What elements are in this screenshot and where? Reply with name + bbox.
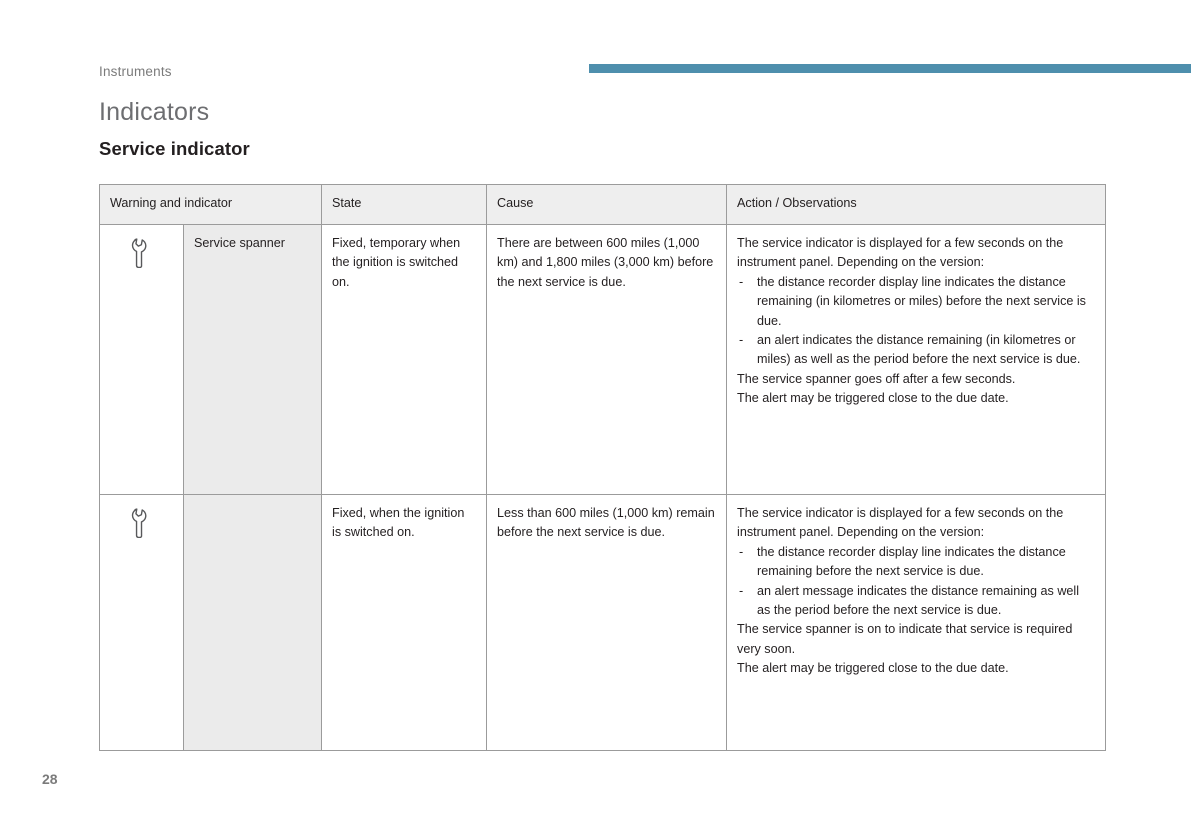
warning-name-cell: Service spanner (184, 225, 322, 495)
action-bullet-list (737, 273, 1095, 370)
action-outro: The service spanner is on to indicate that service is required very soon. (737, 622, 1073, 656)
action-intro: The service indicator is displayed for a few seconds on the instrument panel. Depending on the version: (737, 236, 1064, 270)
state-cell: Fixed, when the ignition is switched on. (322, 495, 487, 751)
cause-cell: Less than 600 miles (1,000 km) remain before the next service is due. (487, 495, 727, 751)
action-bullet: - an alert message indicates the distance remaining as well as the period before the next service is due. (737, 582, 1095, 621)
action-bullet-list (737, 543, 1095, 621)
action-outro: The alert may be triggered close to the due date. (737, 661, 1009, 676)
action-bullet: - the distance recorder display line indicates the distance remaining (in kilometres or miles) before the next service is due. (737, 273, 1095, 331)
action-cell (727, 225, 1106, 495)
page-title: Indicators (99, 98, 210, 126)
page-subtitle: Service indicator (99, 138, 250, 159)
spanner-icon (110, 504, 173, 538)
page-number: 28 (42, 771, 58, 787)
table-row (100, 495, 1106, 751)
service-indicator-table (99, 184, 1106, 751)
spanner-icon (110, 234, 173, 268)
state-cell: Fixed, temporary when the ignition is switched on. (322, 225, 487, 495)
action-intro: The service indicator is displayed for a few seconds on the instrument panel. Depending on the version: (737, 506, 1064, 540)
header-rule (589, 64, 1191, 73)
column-header-action: Action / Observations (727, 185, 1106, 225)
action-cell (727, 495, 1106, 751)
indicator-icon-cell (100, 225, 184, 495)
column-header-warning: Warning and indicator (100, 185, 322, 225)
table-row (100, 225, 1106, 495)
column-header-cause: Cause (487, 185, 727, 225)
action-bullet: - the distance recorder display line indicates the distance remaining before the next service is due. (737, 543, 1095, 582)
action-outro: The alert may be triggered close to the due date. (737, 391, 1009, 406)
cause-cell: There are between 600 miles (1,000 km) and 1,800 miles (3,000 km) before the next service is due. (487, 225, 727, 495)
action-outro: The service spanner goes off after a few seconds. (737, 371, 1016, 386)
section-label: Instruments (99, 64, 172, 79)
warning-name-cell (184, 495, 322, 751)
indicator-icon-cell (100, 495, 184, 751)
action-bullet: - an alert indicates the distance remaining (in kilometres or miles) as well as the period before the next service is due. (737, 331, 1095, 370)
column-header-state: State (322, 185, 487, 225)
table-header-row (100, 185, 1106, 225)
